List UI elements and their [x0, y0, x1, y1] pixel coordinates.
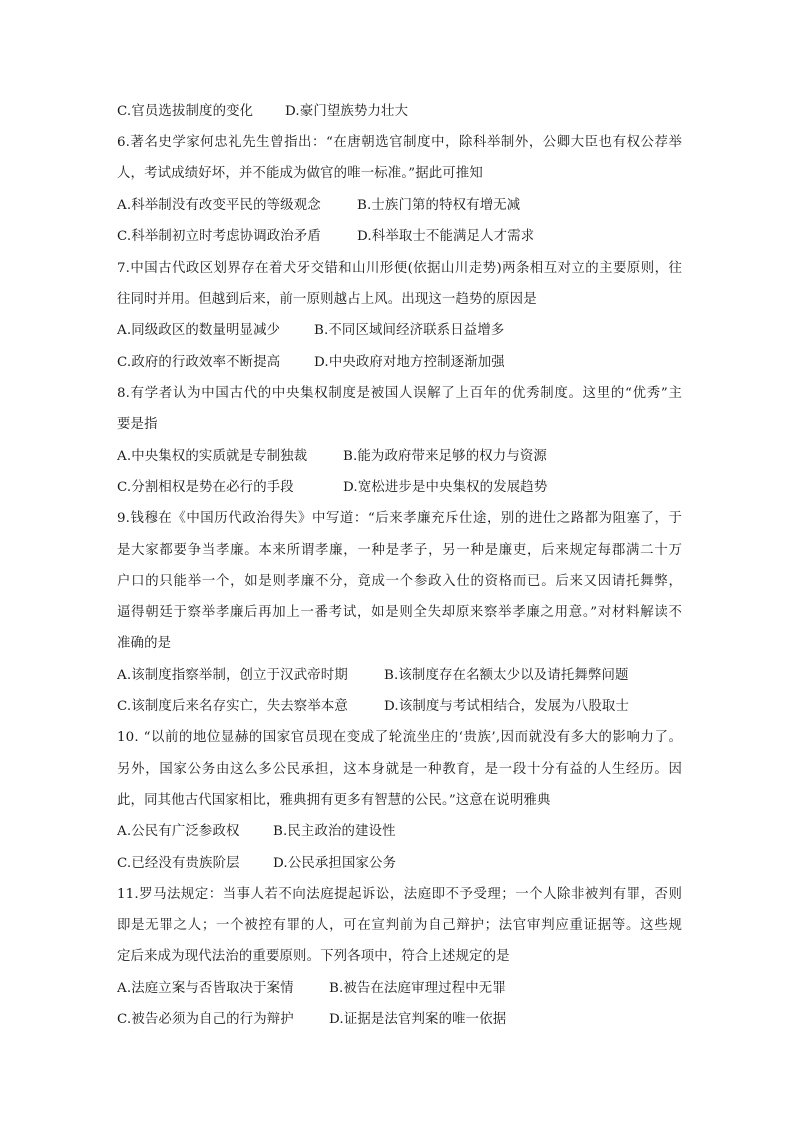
- option-c: C.该制度后来名存实亡，失去察举本意: [117, 699, 348, 714]
- option-a: A.科举制没有改变平民的等级观念: [117, 198, 321, 213]
- option-a: A.中央集权的实质就是专制独裁: [117, 449, 308, 464]
- option-b: B.不同区域间经济联系日益增多: [314, 323, 505, 338]
- option-a: A.该制度指察举制，创立于汉武帝时期: [117, 668, 348, 683]
- question-line: 10. “以前的地位显赫的国家官员现在变成了轮流坐庄的‘贵族’,因而就没有多大的影响力了。: [117, 730, 682, 745]
- option-b: B.民主政治的建设性: [273, 824, 396, 839]
- option-a: A.公民有广泛参政权: [117, 824, 240, 839]
- option-d: D.科举取士不能满足人才需求: [357, 229, 535, 244]
- option-c: C.分割相权是势在必行的手段: [117, 480, 294, 495]
- option-d: D.中央政府对地方控制逐渐加强: [314, 355, 505, 370]
- question-line: 8.有学者认为中国古代的中央集权制度是被国人误解了上百年的优秀制度。这里的“优秀”主: [117, 386, 682, 401]
- option-a: A.法庭立案与否皆取决于案情: [117, 981, 294, 996]
- option-d: D.宽松进步是中央集权的发展趋势: [343, 480, 548, 495]
- question-line: 要是指: [117, 417, 158, 432]
- question-line: 9.钱穆在《中国历代政治得失》中写道：“后来孝廉充斥仕途，别的进仕之路都为阻塞了，于: [117, 511, 682, 526]
- question-line: 6.著名史学家何忠礼先生曾指出：“在唐朝选官制度中，除科举制外，公卿大臣也有权公荐举: [117, 135, 682, 150]
- option-d: D.豪门望族势力壮大: [285, 104, 409, 119]
- question-line: 往同时并用。但越到后来，前一原则越占上风。出现这一趋势的原因是: [117, 292, 537, 307]
- question-line: 7.中国古代政区划界存在着犬牙交错和山川形便(依据山川走势)两条相互对立的主要原则，往: [117, 261, 682, 276]
- question-line: 11.罗马法规定：当事人若不向法庭提起诉讼，法庭即不予受理；一个人除非被判有罪，否则: [117, 887, 682, 902]
- option-c: C.官员选拔制度的变化: [117, 104, 254, 119]
- option-d: D.公民承担国家公务: [273, 856, 397, 871]
- question-line: 此，同其他古代国家相比，雅典拥有更多有智慧的公民。”这意在说明雅典: [117, 793, 551, 808]
- option-b: B.士族门第的特权有增无减: [357, 198, 521, 213]
- question-line: 人，考试成绩好坏，并不能成为做官的唯一标准。”据此可推知: [117, 166, 483, 181]
- option-c: C.已经没有贵族阶层: [117, 856, 240, 871]
- option-d: D.该制度与考试相结合，发展为八股取士: [384, 699, 630, 714]
- question-line: 是大家都要争当孝廉。本来所谓孝廉，一种是孝子，另一种是廉吏，后来规定每郡满二十万: [117, 543, 682, 558]
- question-line: 另外，国家公务由这么多公民承担，这本身就是一种教育，是一段十分有益的人生经历。因: [117, 762, 682, 777]
- option-d: D.证据是法官判案的唯一依据: [329, 1012, 507, 1027]
- option-b: B.被告在法庭审理过程中无罪: [329, 981, 506, 996]
- option-b: B.该制度存在名额太少以及请托舞弊问题: [384, 668, 629, 683]
- question-line: 户口的只能举一个，如是则孝廉不分，竟成一个参政入仕的资格而已。后来又因请托舞弊，: [117, 574, 682, 589]
- question-line: 即是无罪之人；一个被控有罪的人，可在宣判前为自己辩护；法官审判应重证据等。这些规: [117, 918, 682, 933]
- question-line: 定后来成为现代法治的重要原则。下列各项中，符合上述规定的是: [117, 949, 510, 964]
- option-c: C.科举制初立时考虑协调政治矛盾: [117, 229, 321, 244]
- option-a: A.同级政区的数量明显减少: [117, 323, 281, 338]
- option-b: B.能为政府带来足够的权力与资源: [343, 449, 547, 464]
- option-c: C.政府的行政效率不断提高: [117, 355, 281, 370]
- option-c: C.被告必须为自己的行为辩护: [117, 1012, 294, 1027]
- question-line: 准确的是: [117, 636, 172, 651]
- question-line: 逼得朝廷于察举孝廉后再加上一番考试，如是则全失却原来察举孝廉之用意。”对材料解读不: [117, 605, 682, 620]
